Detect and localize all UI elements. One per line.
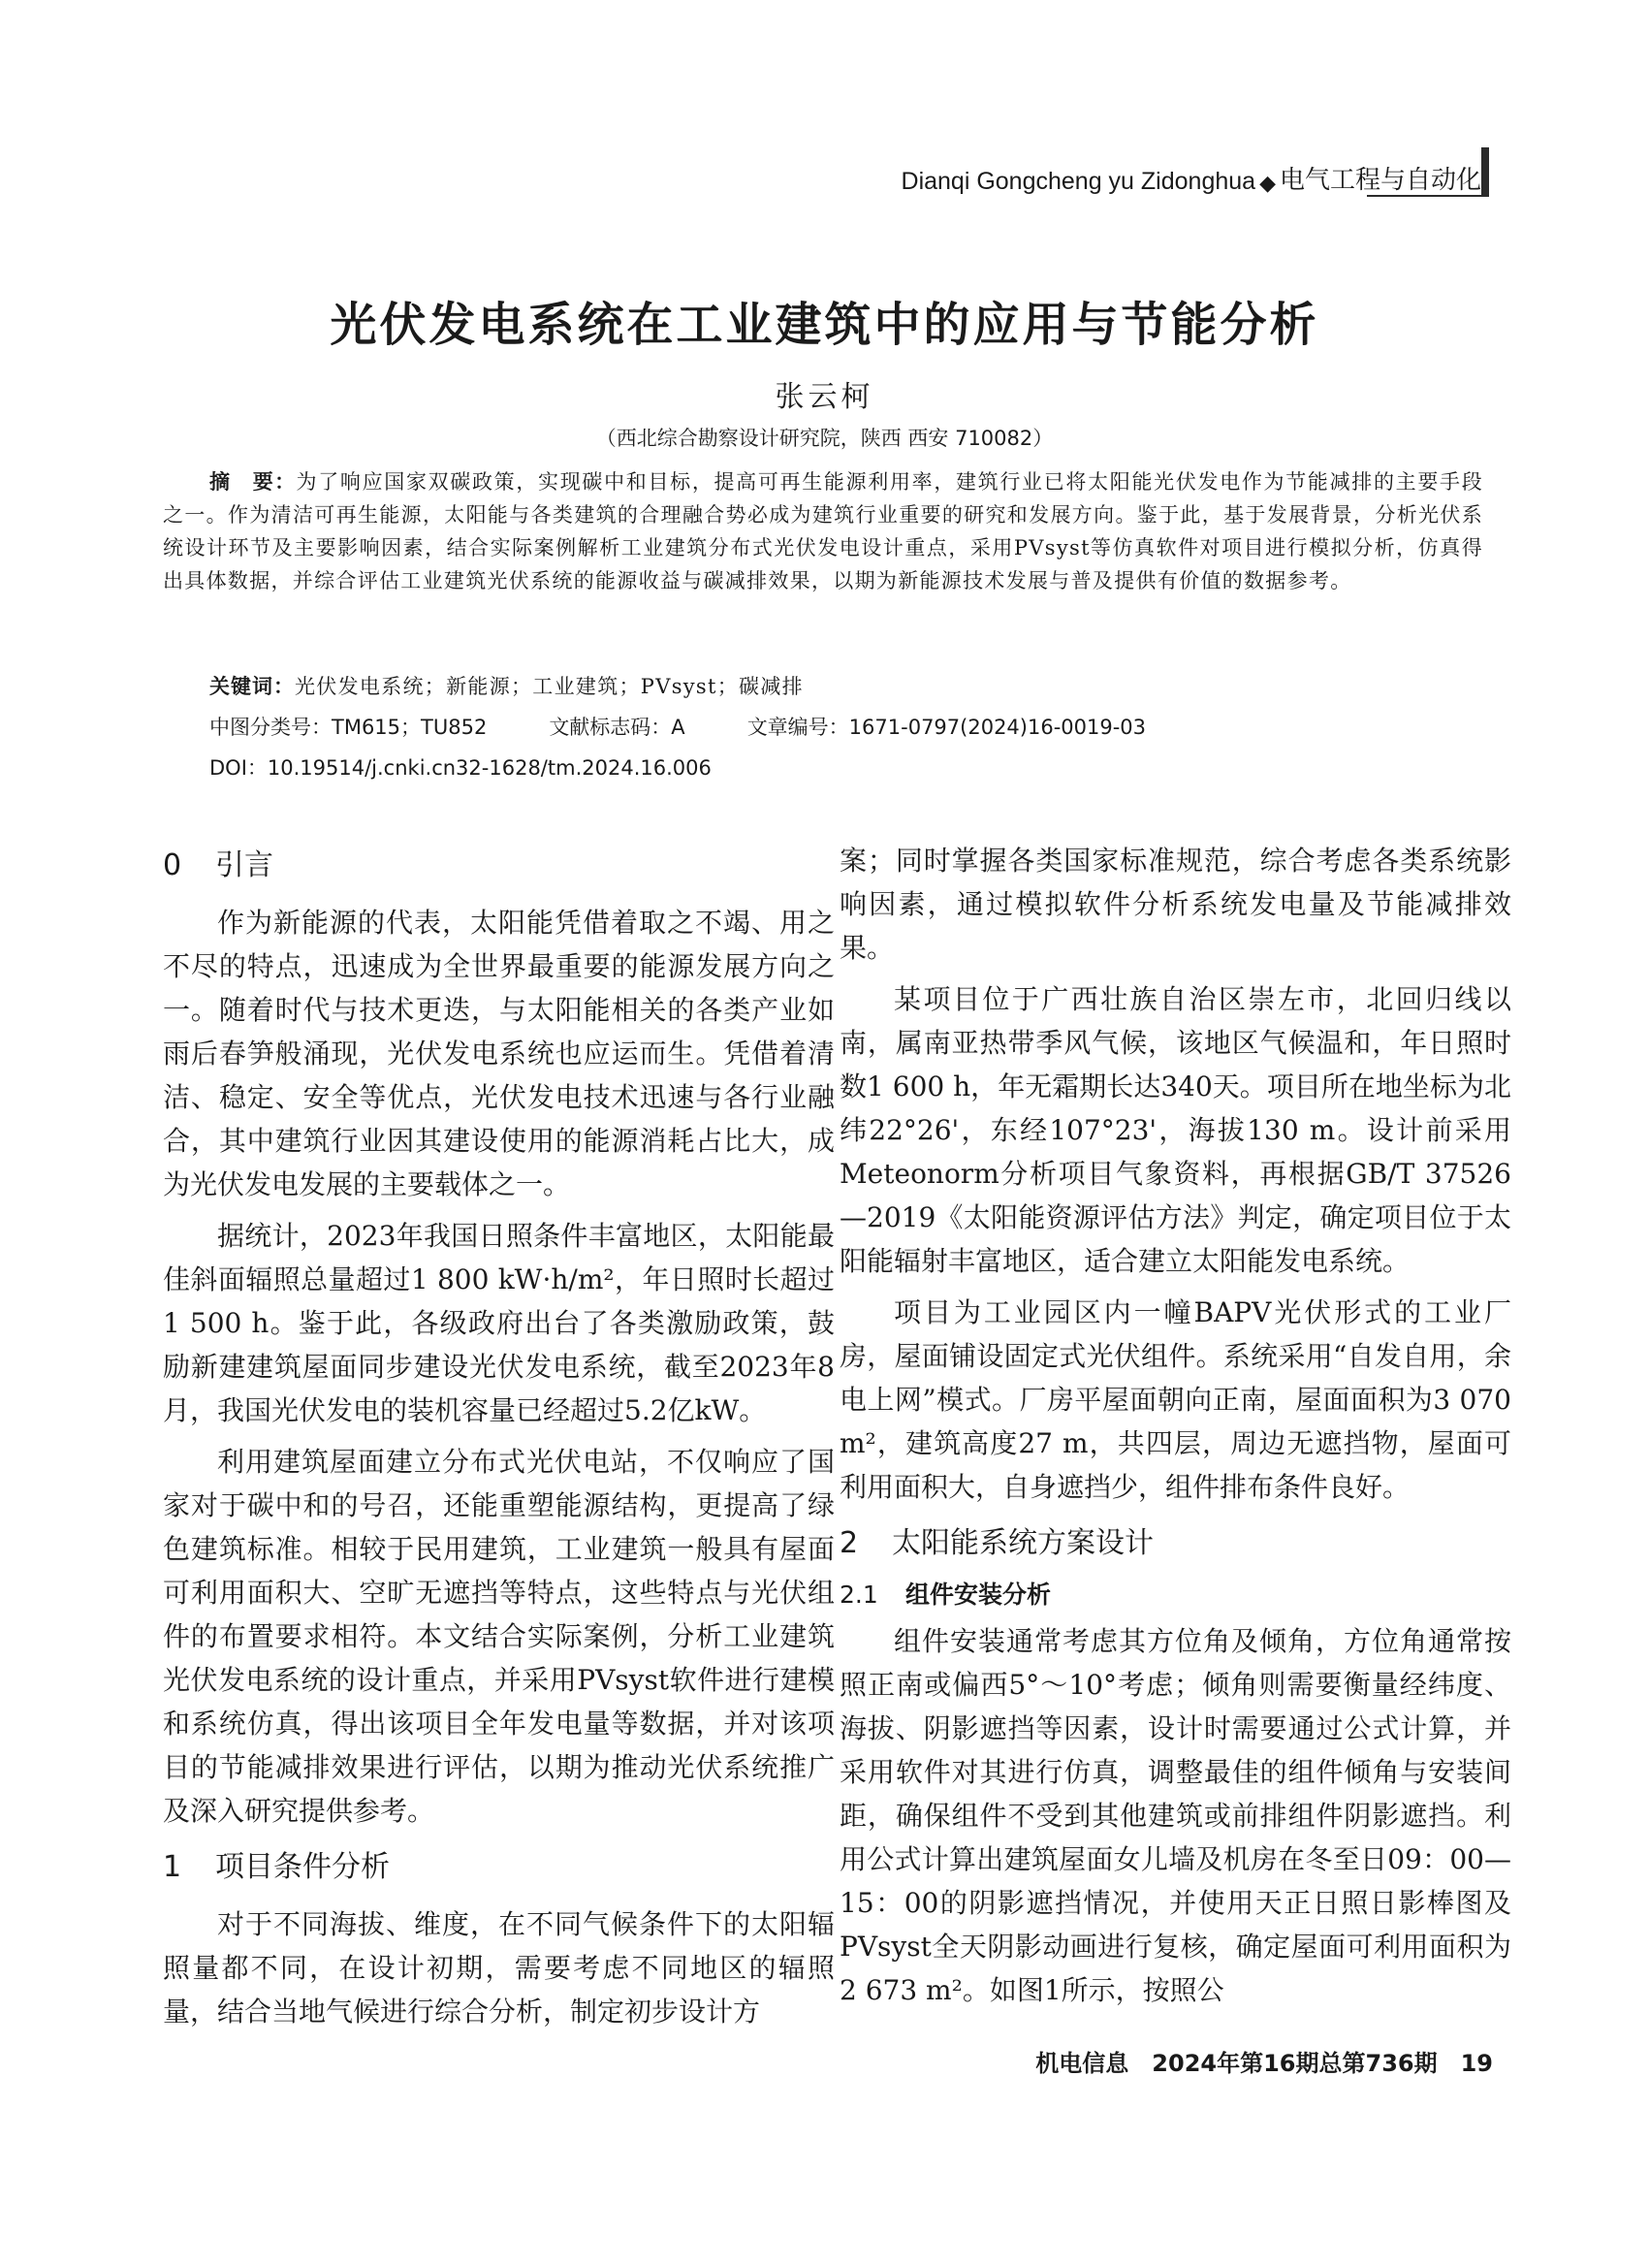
document-code: 文献标志码：A [549,716,685,739]
journal-name-cn: 电气工程与自动化 [1279,166,1481,195]
paragraph: 利用建筑屋面建立分布式光伏电站，不仅响应了国家对于碳中和的号召，还能重塑能源结构，更提高了绿色建筑标准。相较于民用建筑，工业建筑一般具有屋面可利用面积大、空旷无遮挡等特点，这些特点与光伏组件的布置要求相符。本文结合实际案例，分析工业建筑光伏发电系统的设计重点，并采用PVsyst软件进行建模和系统仿真，得出该项目全年发电量等数据，并对该项目的节能减排效果进行评估，以期为推动光伏系统推广及深入研究提供参考。 [163,1446,835,1827]
paragraph: 某项目位于广西壮族自治区崇左市，北回归线以南，属南亚热带季风气候，该地区气候温和，年日照时数1 600 h，年无霜期长达340天。项目所在地坐标为北纬22°26'，东经107°23'，海拔130 m。设计前采用Meteonorm分析项目气象资料，再根据GB/T 37526—2019《太阳能资源评估方法》判定，确定项目位于太阳能辐射丰富地区，适合建立太阳能发电系统。 [840,983,1511,1277]
paragraph: 项目为工业园区内一幢BAPV光伏形式的工业厂房，屋面铺设固定式光伏组件。系统采用“自发自用，余电上网”模式。厂房平屋面朝向正南，屋面面积为3 070 m²，建筑高度27 m，共四层，周边无遮挡物，屋面可利用面积大，自身遮挡少，组件排布条件良好。 [840,1296,1511,1503]
paragraph: 对于不同海拔、维度，在不同气候条件下的太阳辐照量都不同，在设计初期，需要考虑不同地区的辐照量，结合当地气候进行综合分析，制定初步设计方 [163,1908,835,2028]
journal-name-en: Dianqi Gongcheng yu Zidonghua [901,168,1256,195]
keywords-text: 光伏发电系统；新能源；工业建筑；PVsyst；碳减排 [295,675,804,698]
header-underline [1367,195,1489,197]
author-affiliation: （西北综合勘察设计研究院，陕西 西安 710082） [595,427,1054,450]
paragraph: 组件安装通常考虑其方位角及倾角，方位角通常按照正南或偏西5°～10°考虑；倾角则需要衡量经纬度、海拔、阴影遮挡等因素，设计时需要通过公式计算，并采用软件对其进行仿真，调整最佳的组件倾角与安装间距，确保组件不受到其他建筑或前排组件阴影遮挡。利用公式计算出建筑屋面女儿墙及机房在冬至日09：00—15：00的阴影遮挡情况，并使用天正日照日影棒图及PVsyst全天阴影动画进行复核，确定屋面可利用面积为2 673 m²。如图1所示，按照公 [840,1625,1511,2006]
abstract-text: 为了响应国家双碳政策，实现碳中和目标，提高可再生能源利用率，建筑行业已将太阳能光伏发电作为节能减排的主要手段之一。作为清洁可再生能源，太阳能与各类建筑的合理融合势必成为建筑行业重要的研究和发展方向。鉴于此，基于发展背景，分析光伏系统设计环节及主要影响因素，结合实际案例解析工业建筑分布式光伏发电设计重点，采用PVsyst等仿真软件对项目进行模拟分析，仿真得出具体数据，并综合评估工业建筑光伏系统的能源收益与碳减排效果，以期为新能源技术发展与普及提供有价值的数据参考。 [163,470,1483,592]
diamond-separator-icon: ◆ [1259,172,1276,196]
left-column [163,839,835,2033]
doi: DOI：10.19514/j.cnki.cn32-1628/tm.2024.16.006 [209,756,712,780]
section-number: 0 [163,848,182,882]
abstract [163,465,1483,597]
subsection-number: 2.1 [840,1581,878,1609]
keywords-label: 关键词： [209,675,295,698]
right-column [840,839,1511,2012]
subsection-heading-2-1 [840,1571,1511,1619]
section-heading-2 [840,1517,1511,1571]
paragraph: 据统计，2023年我国日照条件丰富地区，太阳能最佳斜面辐照总量超过1 800 kW·h/m²，年日照时长超过1 500 h。鉴于此，各级政府出台了各类激励政策，鼓励新建建筑屋面同步建设光伏发电系统，截至2023年8月，我国光伏发电的装机容量已经超过5.2亿kW。 [163,1220,835,1426]
section-title: 太阳能系统方案设计 [892,1526,1154,1560]
paper-title: 光伏发电系统在工业建筑中的应用与节能分析 [330,298,1319,352]
section-number: 1 [163,1850,182,1884]
subsection-title: 组件安装分析 [905,1581,1052,1609]
paragraph-continued: 案；同时掌握各类国家标准规范，综合考虑各类系统影响因素，通过模拟软件分析系统发电量及节能减排效果。 [840,845,1511,964]
keywords [209,671,1470,700]
abstract-label: 摘 要： [209,470,297,494]
author-name: 张云柯 [775,380,874,414]
article-number: 文章编号：1671-0797(2024)16-0019-03 [746,716,1147,739]
section-number: 2 [840,1526,859,1560]
classification-line [209,712,1470,741]
header-bar-ornament [1481,147,1489,196]
running-header [872,149,1481,196]
section-title: 项目条件分析 [215,1850,390,1884]
section-title: 引言 [215,848,273,882]
clc-number: 中图分类号：TM615；TU852 [209,716,488,739]
section-heading-0 [163,839,835,893]
paragraph: 作为新能源的代表，太阳能凭借着取之不竭、用之不尽的特点，迅速成为全世界最重要的能源发展方向之一。随着时代与技术更迭，与太阳能相关的各类产业如雨后春笋般涌现，光伏发电系统也应运而生。凭借着清洁、稳定、安全等优点，光伏发电技术迅速与各行业融合，其中建筑行业因其建设使用的能源消耗占比大，成为光伏发电发展的主要载体之一。 [163,907,835,1200]
page-footer: 机电信息 2024年第16期总第736期 19 [1035,2050,1493,2077]
section-heading-1 [163,1840,835,1895]
